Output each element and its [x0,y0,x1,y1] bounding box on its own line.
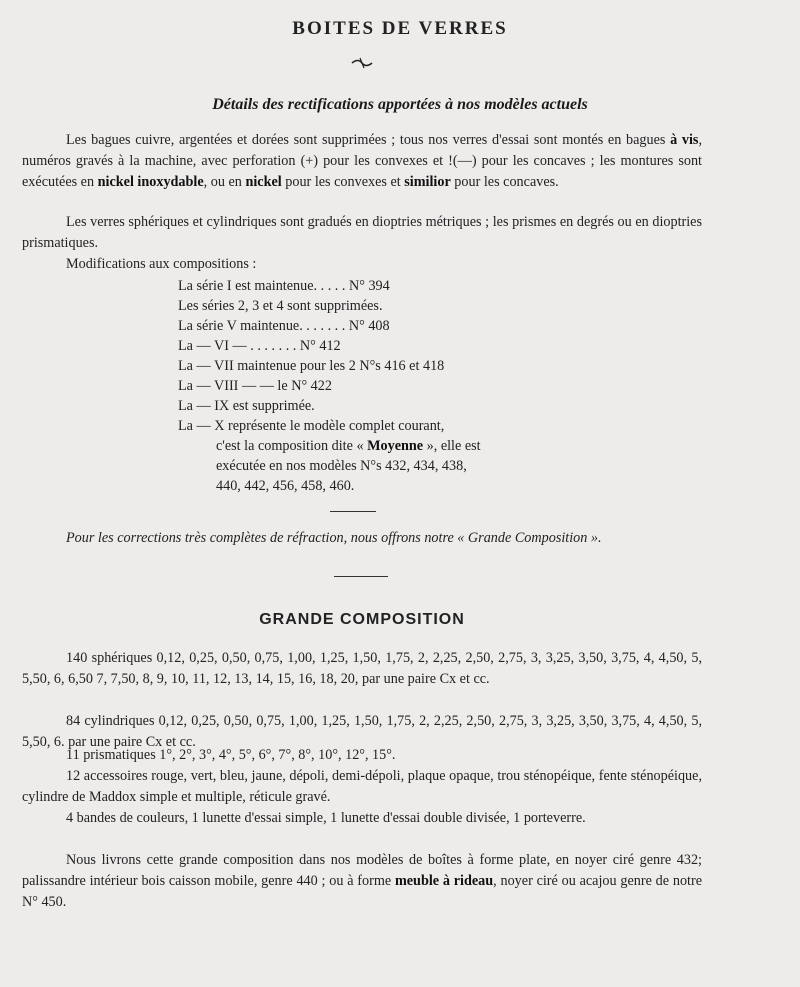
text-run: , numéros gravés à la machine, avec perforation (+) pour les convexes et !(—) pour les concaves ; les montures sont exécutées en [22,132,702,190]
modification-continuation [178,436,548,456]
intro-paragraph-1 [22,130,702,193]
subtitle: Détails des rectifications apportées à nos modèles actuels [212,96,588,113]
text-run: , ou en [203,174,246,190]
bold-run: meuble à rideau [394,873,494,889]
composition-prismatiques: 11 prismatiques 1°, 2°, 3°, 4°, 5°, 6°, 7°, 8°, 10°, 12°, 15°. [66,747,396,763]
text-run: , noyer ciré ou acajou genre de notre N° 450. [22,873,702,910]
fleuron-ornament-icon [350,56,374,70]
composition-cylindriques: 84 cylindriques 0,12, 0,25, 0,50, 0,75, 1,00, 1,25, 1,50, 1,75, 2, 2,25, 2,50, 2,75, 3, 3,25, 3,50, 3,75, 4, 4,50, 5, 5,50, 6. par une paire Cx et cc. [22,713,702,750]
bold-run: à vis [670,132,699,148]
modification-row: La série I est maintenue. . . . . N° 394 [178,278,390,294]
composition-spheriques: 140 sphériques 0,12, 0,25, 0,50, 0,75, 1,00, 1,25, 1,50, 1,75, 2, 2,25, 2,50, 2,75, 3, 3,25, 3,50, 3,75, 4, 4,50, 5, 5,50, 6, 6,50 7, 7,50, 8, 9, 10, 11, 12, 13, 14, 15, 16, 18, 20, par une paire Cx et cc. [22,650,702,687]
text-run: c'est la composition dite « [216,438,368,454]
text-run: Nous livrons cette grande composition dans nos modèles de boîtes à forme plate, en noyer ciré genre 432; palissandre intérieur bois caisson mobile, genre 440 ; ou à forme [22,852,702,889]
text-run: Les bagues cuivre, argentées et dorées sont supprimées ; tous nos verres d'essai sont montés en bagues [66,132,671,148]
divider-rule [330,511,376,512]
composition-accessoires: 12 accessoires rouge, vert, bleu, jaune, dépoli, demi-dépoli, plaque opaque, trou sténopéique, fente sténopéique, cylindre de Maddox simple et multiple, réticule gravé. [22,768,702,805]
modification-row: La — X représente le modèle complet courant, [178,418,445,434]
text-run: pour les concaves. [450,174,559,190]
bold-run: nickel [245,174,282,190]
page-title: BOITES DE VERRES [292,18,508,39]
modification-row: La — VII maintenue pour les 2 N°s 416 et 418 [178,358,445,374]
section-title: GRANDE COMPOSITION [259,611,465,628]
modification-row: La — IX est supprimée. [178,398,315,414]
divider-rule [334,576,388,577]
composition-livraison [22,850,702,913]
modification-row: Les séries 2, 3 et 4 sont supprimées. [178,298,383,314]
intro-paragraph-3: Modifications aux compositions : [66,256,257,272]
modification-continuation: exécutée en nos modèles N°s 432, 434, 438, [216,458,467,474]
modification-continuation: 440, 442, 456, 458, 460. [216,478,355,494]
text-run: pour les convexes et [281,174,405,190]
modifications-list [178,276,548,496]
intro-paragraph-2: Les verres sphériques et cylindriques sont gradués en dioptries métriques ; les prismes en degrés ou en dioptries prismatiques. [22,214,702,251]
composition-bandes: 4 bandes de couleurs, 1 lunette d'essai simple, 1 lunette d'essai double divisée, 1 porteverre. [66,810,586,826]
modification-row: La — VI — . . . . . . . N° 412 [178,338,341,354]
bold-run: nickel inoxydable [97,174,204,190]
modification-row: La série V maintenue. . . . . . . N° 408 [178,318,390,334]
grande-offer-paragraph: Pour les corrections très complètes de réfraction, nous offrons notre « Grande Composition ». [66,530,602,546]
bold-run: similior [404,174,451,190]
modification-row: La — VIII — — le N° 422 [178,378,332,394]
text-run: », elle est [423,438,481,454]
bold-run: Moyenne [367,438,424,454]
